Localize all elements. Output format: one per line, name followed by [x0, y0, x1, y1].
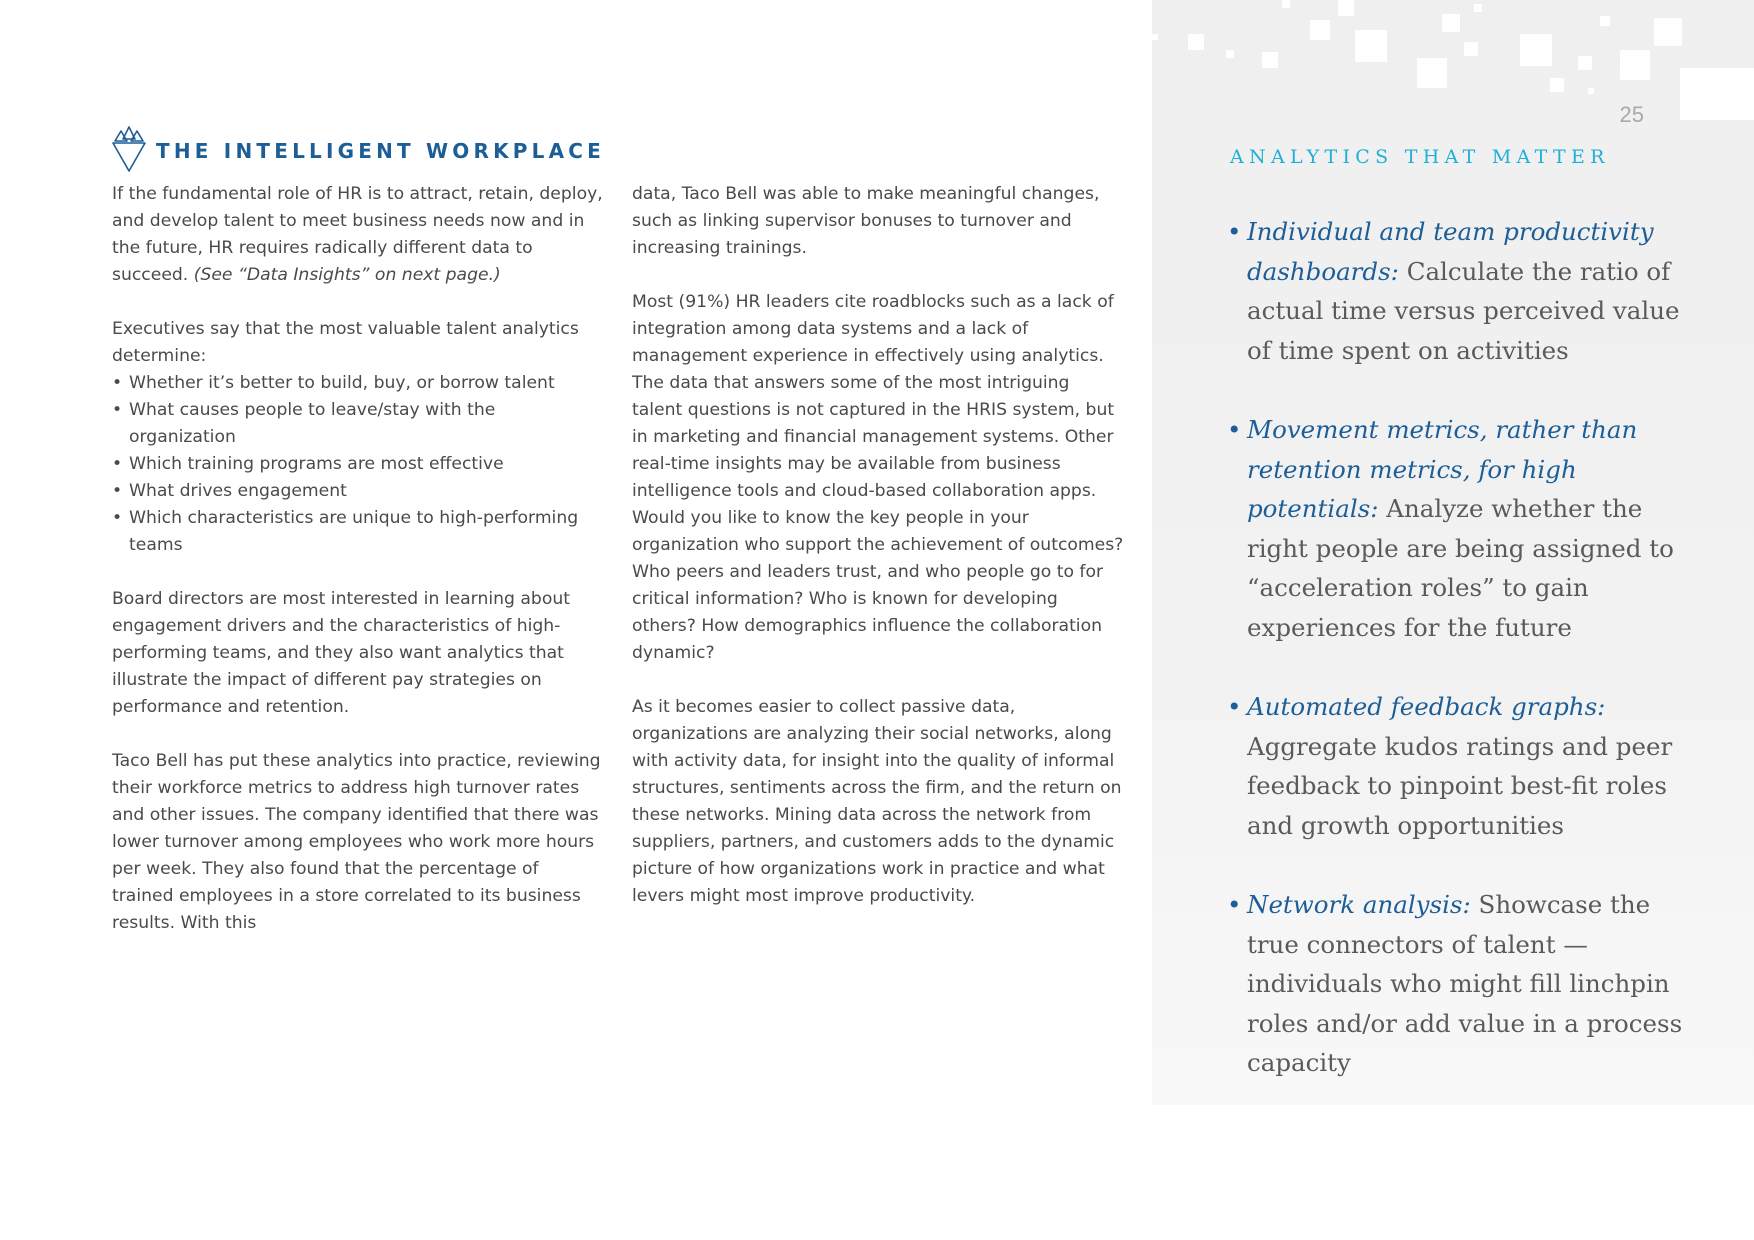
analytics-desc: Aggregate kudos ratings and peer feedback to pinpoint best-fit roles and growth opportunities: [1247, 731, 1673, 840]
paragraph-text: If the fundamental role of HR is to attract, retain, deploy, and develop talent to meet business needs now and in the future, HR requires radically different data to succeed.: [112, 184, 603, 285]
list-item: • What drives engagement: [112, 478, 604, 505]
bullet-list: [112, 370, 604, 559]
analytics-term: Individual and team productivity dashboards:: [1247, 217, 1654, 286]
paragraph: Most (91%) HR leaders cite roadblocks such as a lack of integration among data systems and a lack of management experience in effectively using analytics. The data that answers some of the most intriguing talent questions is not captured in the HRIS system, but in marketing and financial management systems. Other real-time insights may be available from business intelligence tools and cloud-based collaboration apps. Would you like to know the key people in your organization who support the achievement of outcomes? Who peers and leaders trust, and who people go to for critical information? Who is known for developing others? How demographics influence the collaboration dynamic?: [632, 292, 1124, 663]
section-header: [112, 126, 605, 176]
page-number: 25: [1619, 102, 1644, 127]
analytics-desc: Showcase the true connectors of talent — individuals who might fill linchpin roles and/or add value in a process capacity: [1247, 890, 1683, 1077]
section-title: THE INTELLIGENT WORKPLACE: [156, 139, 606, 163]
sidebar-title: ANALYTICS THAT MATTER: [1230, 146, 1610, 168]
analytics-item: [1227, 410, 1697, 647]
analytics-term: Network analysis:: [1247, 890, 1471, 919]
analytics-list: [1227, 212, 1697, 1123]
cross-reference-note: (See “Data Insights” on next page.): [193, 265, 501, 285]
list-item: • What causes people to leave/stay with the organization: [112, 397, 604, 451]
diamond-triangles-icon: [112, 125, 146, 177]
list-item: • Whether it’s better to build, buy, or borrow talent: [112, 370, 604, 397]
analytics-desc: Calculate the ratio of actual time versus perceived value of time spent on activities: [1247, 256, 1680, 365]
analytics-item: [1227, 885, 1697, 1083]
analytics-item: [1227, 687, 1697, 845]
list-item: • Which training programs are most effective: [112, 451, 604, 478]
paragraph: Board directors are most interested in learning about engagement drivers and the characteristics of high-performing teams, and they also want analytics that illustrate the impact of different pay strategies on performance and retention.: [112, 589, 570, 717]
analytics-desc: Analyze whether the right people are being assigned to “acceleration roles” to gain experiences for the future: [1247, 494, 1674, 642]
main-column-1: [112, 181, 604, 964]
list-item: • Which characteristics are unique to high-performing teams: [112, 505, 604, 559]
analytics-item: [1227, 212, 1697, 370]
paragraph: As it becomes easier to collect passive data, organizations are analyzing their social networks, along with activity data, for insight into the quality of informal structures, sentiments across the firm, and the return on these networks. Mining data across the network from suppliers, partners, and customers adds to the dynamic picture of how organizations work in practice and what levers might most improve productivity.: [632, 697, 1122, 906]
main-column-2: [632, 181, 1124, 937]
analytics-term: Movement metrics, rather than retention metrics, for high potentials:: [1247, 415, 1638, 523]
analytics-term: Automated feedback graphs:: [1247, 692, 1606, 721]
paragraph: [112, 181, 604, 289]
paragraph: data, Taco Bell was able to make meaningful changes, such as linking supervisor bonuses to turnover and increasing trainings.: [632, 184, 1100, 258]
bullets-intro: Executives say that the most valuable talent analytics determine:: [112, 319, 579, 366]
paragraph: Taco Bell has put these analytics into practice, reviewing their workforce metrics to address high turnover rates and other issues. The company identified that there was lower turnover among employees who work more hours per week. They also found that the percentage of trained employees in a store correlated to its business results. With this: [112, 751, 601, 933]
